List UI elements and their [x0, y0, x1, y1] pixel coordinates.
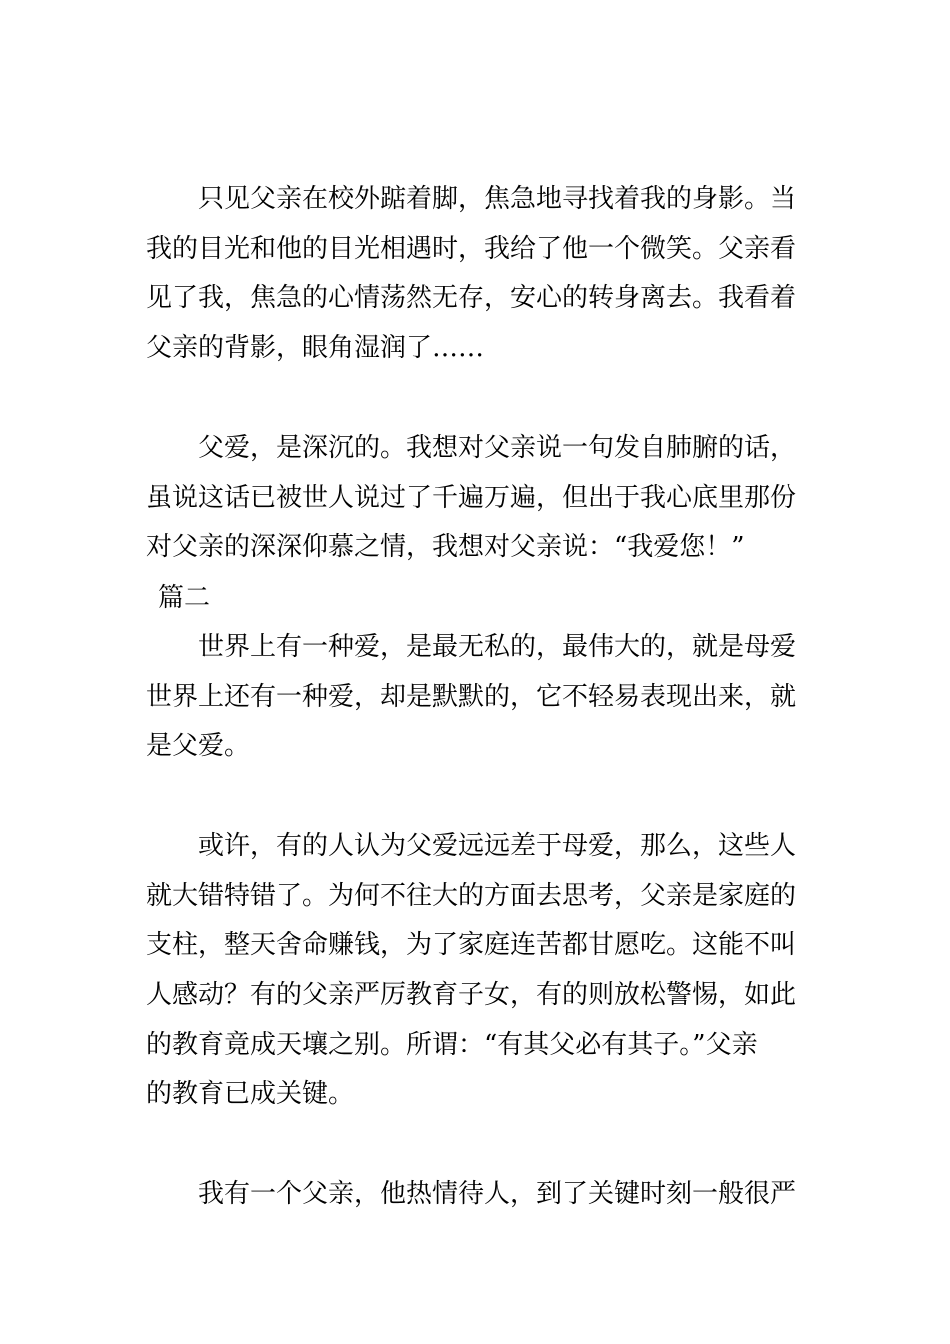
paragraph-5-line-1: 我有一个父亲，他热情待人，到了关键时刻一般很严 — [198, 1179, 797, 1209]
paragraph-4-line-5: 的教育竟成天壤之别。所谓：“有其父必有其子。”父亲 — [146, 1030, 758, 1060]
paragraph-2-line-1: 父爱，是深沉的。我想对父亲说一句发自肺腑的话， — [198, 433, 797, 463]
paragraph-4-line-4: 人感动？有的父亲严厉教育子女，有的则放松警惕，如此 — [146, 980, 797, 1010]
paragraph-3-line-3: 是父爱。 — [146, 731, 251, 761]
paragraph-2-line-2: 虽说这话已被世人说过了千遍万遍，但出于我心底里那份 — [146, 483, 797, 513]
paragraph-4-line-1: 或许，有的人认为父爱远远差于母爱，那么，这些人 — [198, 831, 797, 861]
paragraph-4-line-3: 支柱，整天舍命赚钱，为了家庭连苦都甘愿吃。这能不叫 — [146, 930, 797, 960]
paragraph-1-line-1: 只见父亲在校外踮着脚，焦急地寻找着我的身影。当 — [198, 184, 797, 214]
paragraph-4-line-6: 的教育已成关键。 — [146, 1079, 355, 1109]
paragraph-3-line-2: 世界上还有一种爱，却是默默的，它不轻易表现出来，就 — [146, 682, 797, 712]
paragraph-3-line-1: 世界上有一种爱，是最无私的，最伟大的，就是母爱 — [198, 632, 797, 662]
section-heading: 篇二 — [158, 583, 211, 613]
paragraph-2-line-3: 对父亲的深深仰慕之情，我想对父亲说：“我爱您！” — [146, 532, 745, 562]
paragraph-1-line-2: 我的目光和他的目光相遇时，我给了他一个微笑。父亲看 — [146, 234, 797, 264]
paragraph-1-line-3: 见了我，焦急的心情荡然无存，安心的转身离去。我看着 — [146, 283, 797, 313]
paragraph-4-line-2: 就大错特错了。为何不往大的方面去思考，父亲是家庭的 — [146, 881, 797, 911]
paragraph-1-line-4: 父亲的背影，眼角湿润了…… — [146, 333, 485, 363]
